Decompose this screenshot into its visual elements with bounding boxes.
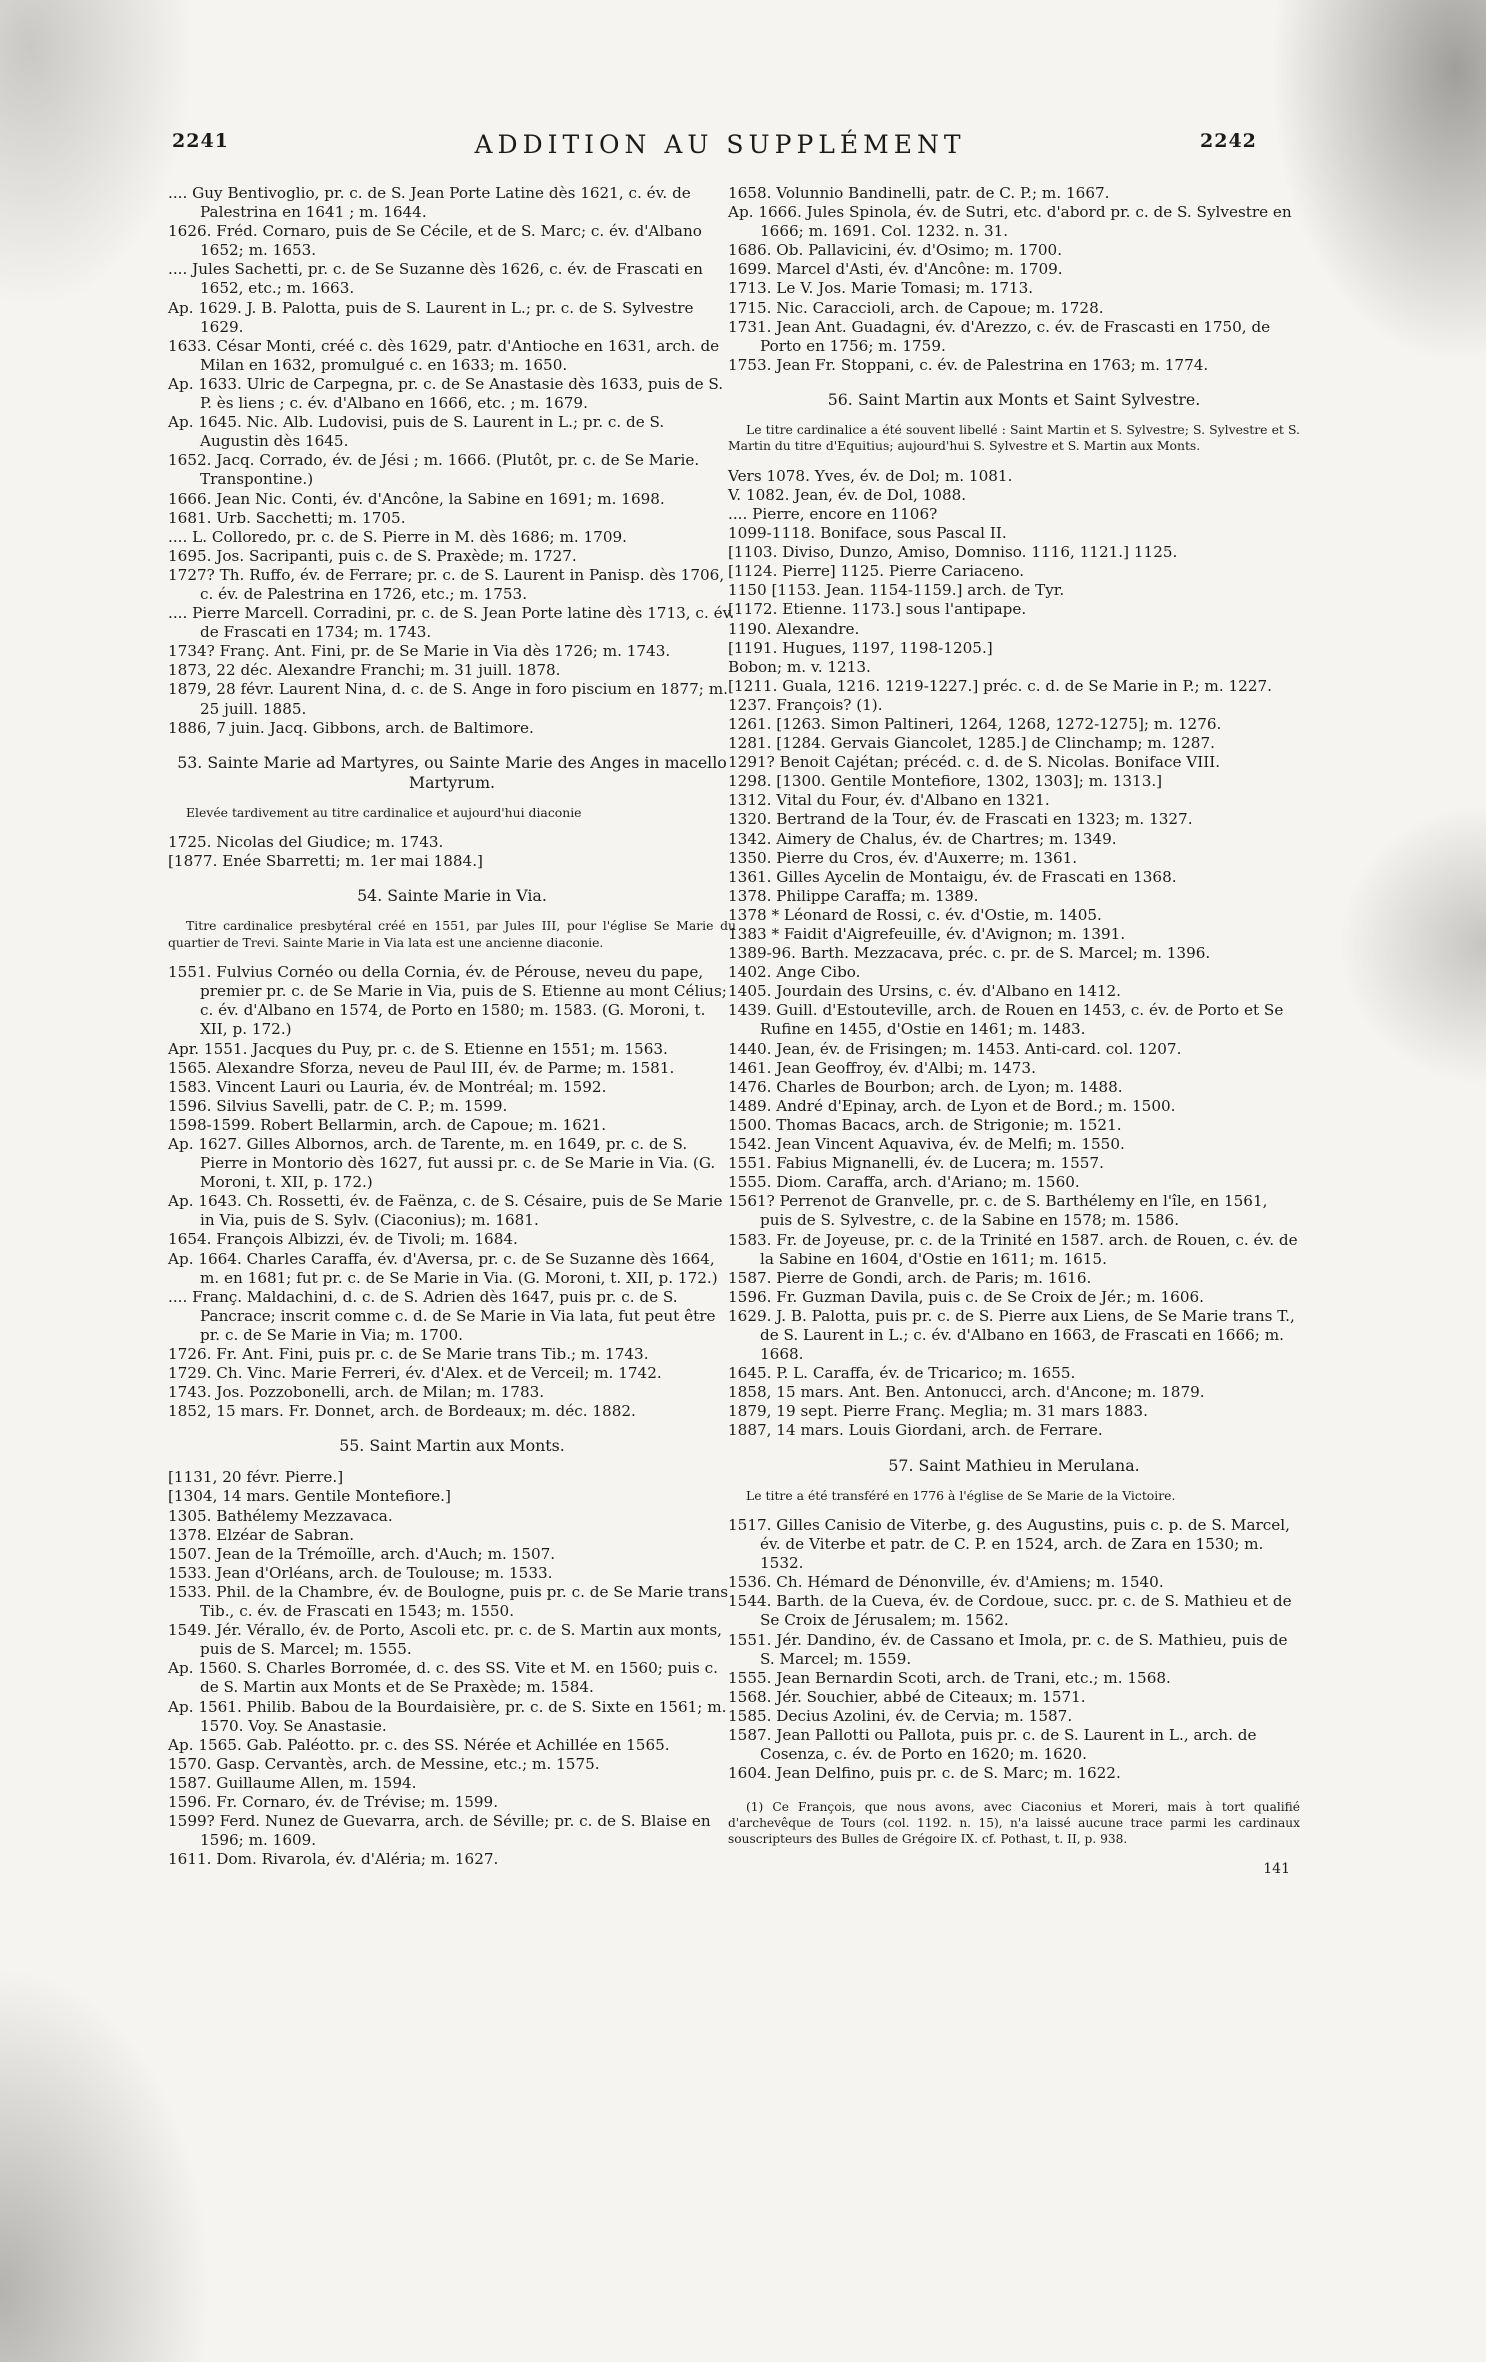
list-entry: .... Guy Bentivoglio, pr. c. de S. Jean Porte Latine dès 1621, c. év. de Palestrina en 1641 ; m. 1644. xyxy=(168,184,691,222)
list-entry: 1342. Aimery de Chalus, év. de Chartres; m. 1349. xyxy=(728,829,1117,848)
list-entry: 1886, 7 juin. Jacq. Gibbons, arch. de Baltimore. xyxy=(168,718,534,737)
list-entry: 1440. Jean, év. de Frisingen; m. 1453. Anti-card. col. 1207. xyxy=(728,1039,1182,1058)
list-entry: 1551. Fulvius Cornéo ou della Cornia, év. de Pérouse, neveu du pape, premier pr. c. de Se Marie in Via, puis de S. Etienne au mont Célius; c. év. d'Albano en 1574, de Porto en 1580; m. 1583. (G. Moroni, t. XII, p. 172.) xyxy=(168,963,727,1039)
list-entry: 1725. Nicolas del Giudice; m. 1743. xyxy=(168,833,444,852)
list-entry: 1489. André d'Epinay, arch. de Lyon et de Bord.; m. 1500. xyxy=(728,1096,1176,1115)
list-entry: [1877. Enée Sbarretti; m. 1er mai 1884.] xyxy=(168,852,483,871)
list-entry: 1555. Jean Bernardin Scoti, arch. de Trani, etc.; m. 1568. xyxy=(728,1668,1171,1687)
signature-mark: 141 xyxy=(1263,1861,1290,1878)
list-entry: 1402. Ange Cibo. xyxy=(728,963,861,982)
list-entry: 1652. Jacq. Corrado, év. de Jési ; m. 1666. (Plutôt, pr. c. de Se Marie. Transpontine.) xyxy=(168,451,700,489)
list-entry: 1378. Elzéar de Sabran. xyxy=(168,1525,355,1544)
list-entry: .... L. Colloredo, pr. c. de S. Pierre in M. dès 1686; m. 1709. xyxy=(168,527,627,546)
list-entry: Ap. 1664. Charles Caraffa, év. d'Aversa, pr. c. de Se Suzanne dès 1664, m. en 1681; fut pr. c. de Se Marie in Via. (G. Moroni, t. XII, p. 172.) xyxy=(168,1249,718,1287)
section-heading: 55. Saint Martin aux Monts. xyxy=(339,1436,565,1456)
list-entry: 1599? Ferd. Nunez de Guevarra, arch. de Séville; pr. c. de S. Blaise en 1596; m. 1609. xyxy=(168,1812,711,1850)
list-entry: 1549. Jér. Vérallo, év. de Porto, Ascoli etc. pr. c. de S. Martin aux monts, puis de S. Marcel; m. 1555. xyxy=(168,1621,722,1659)
list-entry: .... Pierre, encore en 1106? xyxy=(728,504,938,523)
list-entry: 1645. P. L. Caraffa, év. de Tricarico; m. 1655. xyxy=(728,1364,1076,1383)
list-entry: [1211. Guala, 1216. 1219-1227.] préc. c. d. de Se Marie in P.; m. 1227. xyxy=(728,676,1272,695)
list-entry: 1517. Gilles Canisio de Viterbe, g. des Augustins, puis c. p. de S. Marcel, év. de Viterbe et patr. de C. P. en 1524, arch. de Zara en 1530; m. 1532. xyxy=(728,1515,1290,1573)
list-entry: Ap. 1561. Philib. Babou de la Bourdaisière, pr. c. de S. Sixte en 1561; m. 1570. Voy. Se Anastasie. xyxy=(168,1697,727,1735)
list-entry: [1172. Etienne. 1173.] sous l'antipape. xyxy=(728,600,1027,619)
list-entry: 1500. Thomas Bacacs, arch. de Strigonie; m. 1521. xyxy=(728,1115,1122,1134)
list-entry: .... Jules Sachetti, pr. c. de Se Suzanne dès 1626, c. év. de Frascati en 1652, etc.; m. 1663. xyxy=(168,260,703,298)
list-entry: [1124. Pierre] 1125. Pierre Cariaceno. xyxy=(728,562,1025,581)
list-entry: Ap. 1560. S. Charles Borromée, d. c. des SS. Vite et M. en 1560; puis c. de S. Martin aux Monts et de Se Praxède; m. 1584. xyxy=(168,1659,718,1697)
list-entry: 1476. Charles de Bourbon; arch. de Lyon; m. 1488. xyxy=(728,1077,1123,1096)
section-heading: 56. Saint Martin aux Monts et Saint Sylvestre. xyxy=(827,389,1201,409)
list-entry: 1312. Vital du Four, év. d'Albano en 1321. xyxy=(728,791,1050,810)
list-entry: 1298. [1300. Gentile Montefiore, 1302, 1303]; m. 1313.] xyxy=(728,772,1163,791)
list-entry: 1542. Jean Vincent Aquaviva, év. de Melfi; m. 1550. xyxy=(728,1135,1125,1154)
list-entry: Ap. 1666. Jules Spinola, év. de Sutri, etc. d'abord pr. c. de S. Sylvestre en 1666; m. 1691. Col. 1232. n. 31. xyxy=(728,203,1292,241)
list-entry: 1852, 15 mars. Fr. Donnet, arch. de Bordeaux; m. déc. 1882. xyxy=(168,1402,636,1421)
list-entry: 1378. Philippe Caraffa; m. 1389. xyxy=(728,886,979,905)
list-entry: 1695. Jos. Sacripanti, puis c. de S. Praxède; m. 1727. xyxy=(168,546,577,565)
list-entry: 1561? Perrenot de Granvelle, pr. c. de S. Barthélemy en l'île, en 1561, puis de S. Sylvestre, c. de la Sabine en 1578; m. 1586. xyxy=(728,1192,1268,1230)
list-entry: 1713. Le V. Jos. Marie Tomasi; m. 1713. xyxy=(728,279,1034,298)
list-entry: 1551. Jér. Dandino, év. de Cassano et Imola, pr. c. de S. Mathieu, puis de S. Marcel; m. 1559. xyxy=(728,1630,1288,1668)
list-entry: [1191. Hugues, 1197, 1198-1205.] xyxy=(728,638,993,657)
running-head: ADDITION AU SUPPLÉMENT xyxy=(474,130,966,159)
section-note: Le titre cardinalice a été souvent libellé : Saint Martin et S. Sylvestre; S. Sylvestre et S. Martin du titre d'Equitius; aujourd'hui S. Sylvestre et S. Martin aux Monts. xyxy=(728,421,1300,454)
list-entry: 1585. Decius Azolini, év. de Cervia; m. 1587. xyxy=(728,1706,1073,1725)
list-entry: 1383 * Faidit d'Aigrefeuille, év. d'Avignon; m. 1391. xyxy=(728,925,1126,943)
list-entry: 1729. Ch. Vinc. Marie Ferreri, év. d'Alex. et de Verceil; m. 1742. xyxy=(168,1364,662,1383)
list-entry: 1568. Jér. Souchier, abbé de Citeaux; m. 1571. xyxy=(728,1687,1086,1706)
list-entry: V. 1082. Jean, év. de Dol, 1088. xyxy=(728,485,967,504)
list-entry: 1596. Silvius Savelli, patr. de C. P.; m. 1599. xyxy=(168,1096,508,1115)
list-entry: 1587. Jean Pallotti ou Pallota, puis pr. c. de S. Laurent in L., arch. de Cosenza, c. év. de Porto en 1620; m. 1620. xyxy=(728,1725,1257,1764)
list-entry: Ap. 1643. Ch. Rossetti, év. de Faënza, c. de S. Césaire, puis de Se Marie in Via, puis de S. Sylv. (Ciaconius); m. 1681. xyxy=(168,1192,723,1230)
list-entry: 1598-1599. Robert Bellarmin, arch. de Capoue; m. 1621. xyxy=(168,1115,607,1134)
right-column-entries xyxy=(728,184,1300,1783)
list-entry: 1858, 15 mars. Ant. Ben. Antonucci, arch. d'Ancone; m. 1879. xyxy=(728,1383,1205,1402)
list-entry: 1887, 14 mars. Louis Giordani, arch. de Ferrare. xyxy=(728,1421,1103,1440)
list-entry: 1544. Barth. de la Cueva, év. de Cordoue, succ. pr. c. de S. Mathieu et de Se Croix de Jérusalem; m. 1562. xyxy=(728,1592,1292,1630)
list-entry: 1734? Franç. Ant. Fini, pr. de Se Marie in Via dès 1726; m. 1743. xyxy=(168,642,671,661)
list-entry: 1350. Pierre du Cros, év. d'Auxerre; m. 1361. xyxy=(728,848,1078,867)
list-entry: 1626. Fréd. Cornaro, puis de Se Cécile, et de S. Marc; c. év. d'Albano 1652; m. 1653. xyxy=(168,222,702,260)
list-entry: 1461. Jean Geoffroy, év. d'Albi; m. 1473. xyxy=(728,1058,1036,1077)
list-entry: 1596. Fr. Cornaro, év. de Trévise; m. 1599. xyxy=(168,1792,499,1811)
right-column xyxy=(728,184,1300,1877)
list-entry: [1304, 14 mars. Gentile Montefiore.] xyxy=(168,1487,451,1506)
list-entry: 1604. Jean Delfino, puis pr. c. de S. Marc; m. 1622. xyxy=(728,1764,1121,1783)
list-entry: 1743. Jos. Pozzobonelli, arch. de Milan; m. 1783. xyxy=(168,1383,545,1402)
list-entry: 1726. Fr. Ant. Fini, puis pr. c. de Se Marie trans Tib.; m. 1743. xyxy=(168,1345,649,1363)
section-heading: 57. Saint Mathieu in Merulana. xyxy=(888,1455,1140,1475)
list-entry: Ap. 1629. J. B. Palotta, puis de S. Laurent in L.; pr. c. de S. Sylvestre 1629. xyxy=(168,298,694,336)
list-entry: 1879, 28 févr. Laurent Nina, d. c. de S. Ange in foro piscium en 1877; m. 25 juill. 1885. xyxy=(168,680,728,718)
list-entry: 1150 [1153. Jean. 1154-1159.] arch. de Tyr. xyxy=(728,581,1065,600)
list-entry: 1565. Alexandre Sforza, neveu de Paul III, év. de Parme; m. 1581. xyxy=(168,1058,675,1077)
list-entry: 1587. Pierre de Gondi, arch. de Paris; m. 1616. xyxy=(728,1268,1092,1287)
list-entry: 1533. Jean d'Orléans, arch. de Toulouse; m. 1533. xyxy=(168,1563,553,1582)
list-entry: 1361. Gilles Aycelin de Montaigu, év. de Frascati en 1368. xyxy=(728,867,1177,886)
list-entry: Ap. 1627. Gilles Albornos, arch. de Tarente, m. en 1649, pr. c. de S. Pierre in Montorio dès 1627, fut aussi pr. c. de Se Marie in Via. (G. Moroni, t. XII, p. 172.) xyxy=(168,1134,716,1192)
list-entry: Ap. 1645. Nic. Alb. Ludovisi, puis de S. Laurent in L.; pr. c. de S. Augustin dès 1645. xyxy=(168,413,665,451)
list-entry: .... Pierre Marcell. Corradini, pr. c. de S. Jean Porte latine dès 1713, c. év. de Frascati en 1734; m. 1743. xyxy=(168,604,735,642)
list-entry: 1596. Fr. Guzman Davila, puis c. de Se Croix de Jér.; m. 1606. xyxy=(728,1287,1204,1306)
list-entry: 1611. Dom. Rivarola, év. d'Aléria; m. 1627. xyxy=(168,1850,499,1869)
left-column xyxy=(168,184,736,1869)
page-number-right: 2242 xyxy=(1200,130,1257,152)
list-entry: 1715. Nic. Caraccioli, arch. de Capoue; m. 1728. xyxy=(728,298,1104,317)
list-entry: 1439. Guill. d'Estouteville, arch. de Rouen en 1453, c. év. de Porto et Se Rufine en 1455, d'Ostie en 1461; m. 1483. xyxy=(728,1001,1284,1039)
list-entry: 1533. Phil. de la Chambre, év. de Boulogne, puis pr. c. de Se Marie trans Tib., c. év. de Frascati en 1543; m. 1550. xyxy=(168,1582,729,1621)
list-entry: 1551. Fabius Mignanelli, év. de Lucera; m. 1557. xyxy=(728,1154,1104,1173)
list-entry: 1237. François? (1). xyxy=(728,695,883,714)
list-entry: Ap. 1565. Gab. Paléotto. pr. c. des SS. Nérée et Achillée en 1565. xyxy=(168,1735,670,1754)
list-entry: 1654. François Albizzi, év. de Tivoli; m. 1684. xyxy=(168,1230,518,1249)
list-entry: 1389-96. Barth. Mezzacava, préc. c. pr. de S. Marcel; m. 1396. xyxy=(728,944,1211,963)
list-entry: 1686. Ob. Pallavicini, év. d'Osimo; m. 1700. xyxy=(728,241,1063,260)
list-entry: Vers 1078. Yves, év. de Dol; m. 1081. xyxy=(728,466,1013,485)
list-entry: 1753. Jean Fr. Stoppani, c. év. de Palestrina en 1763; m. 1774. xyxy=(728,355,1209,374)
list-entry: 1261. [1263. Simon Paltineri, 1264, 1268, 1272-1275]; m. 1276. xyxy=(728,714,1222,733)
list-entry: Bobon; m. v. 1213. xyxy=(728,657,871,676)
list-entry: 1583. Vincent Lauri ou Lauria, év. de Montréal; m. 1592. xyxy=(168,1077,607,1096)
list-entry: 1570. Gasp. Cervantès, arch. de Messine, etc.; m. 1575. xyxy=(168,1754,600,1773)
list-entry: 1666. Jean Nic. Conti, év. d'Ancône, la Sabine en 1691; m. 1698. xyxy=(168,489,665,508)
footnote: (1) Ce François, que nous avons, avec Ciaconius et Moreri, mais à tort qualifié d'archevêque de Tours (col. 1192. n. 15), n'a laissé aucune trace parmi les cardinaux souscripteurs des Bulles de Grégoire IX. cf. Pothast, t. II, p. 938. xyxy=(728,1800,1300,1847)
list-entry: 1405. Jourdain des Ursins, c. év. d'Albano en 1412. xyxy=(728,982,1122,1001)
list-entry: 1190. Alexandre. xyxy=(728,619,860,638)
section-note: Titre cardinalice presbytéral créé en 1551, par Jules III, pour l'église Se Marie du quartier de Trevi. Sainte Marie in Via lata est une ancienne diaconie. xyxy=(168,918,736,950)
list-entry: 1727? Th. Ruffo, év. de Ferrare; pr. c. de S. Laurent in Panisp. dès 1706, c. év. de Palestrina en 1726, etc.; m. 1753. xyxy=(168,565,725,603)
list-entry: [1103. Diviso, Dunzo, Amiso, Domniso. 1116, 1121.] 1125. xyxy=(728,543,1178,562)
list-entry: 1658. Volunnio Bandinelli, patr. de C. P.; m. 1667. xyxy=(728,184,1110,202)
list-entry: 1281. [1284. Gervais Giancolet, 1285.] de Clinchamp; m. 1287. xyxy=(728,734,1215,753)
list-entry: 1378 * Léonard de Rossi, c. év. d'Ostie, m. 1405. xyxy=(728,905,1102,924)
list-entry: 1681. Urb. Sacchetti; m. 1705. xyxy=(168,508,406,527)
list-entry: 1507. Jean de la Trémoïlle, arch. d'Auch; m. 1507. xyxy=(168,1544,556,1563)
list-entry: 1633. César Monti, créé c. dès 1629, patr. d'Antioche en 1631, arch. de Milan en 1632, promulgué c. en 1633; m. 1650. xyxy=(168,336,720,374)
list-entry: 1291? Benoit Cajétan; précéd. c. d. de S. Nicolas. Boniface VIII. xyxy=(728,753,1221,772)
list-entry: 1320. Bertrand de la Tour, év. de Frascati en 1323; m. 1327. xyxy=(728,810,1193,829)
list-entry: 1879, 19 sept. Pierre Franç. Meglia; m. 31 mars 1883. xyxy=(728,1402,1148,1421)
list-entry: Apr. 1551. Jacques du Puy, pr. c. de S. Etienne en 1551; m. 1563. xyxy=(168,1039,668,1058)
list-entry: 1587. Guillaume Allen, m. 1594. xyxy=(168,1773,417,1792)
section-note: Elevée tardivement au titre cardinalice et aujourd'hui diaconie xyxy=(186,804,582,820)
list-entry: 1699. Marcel d'Asti, év. d'Ancône: m. 1709. xyxy=(728,260,1063,279)
list-entry: 1305. Bathélemy Mezzavaca. xyxy=(168,1506,393,1525)
section-heading: 54. Sainte Marie in Via. xyxy=(357,886,547,906)
list-entry: 1099-1118. Boniface, sous Pascal II. xyxy=(728,524,1007,543)
list-entry: [1131, 20 févr. Pierre.] xyxy=(168,1468,344,1487)
section-note: Le titre a été transféré en 1776 à l'église de Se Marie de la Victoire. xyxy=(746,1487,1176,1503)
list-entry: .... Franç. Maldachini, d. c. de S. Adrien dès 1647, puis pr. c. de S. Pancrace; inscrit comme c. d. de Se Marie in Via lata, fut peut être pr. c. de Se Marie in Via; m. 1700. xyxy=(168,1287,716,1344)
list-entry: 1555. Diom. Caraffa, arch. d'Ariano; m. 1560. xyxy=(728,1173,1080,1192)
page-number-left: 2241 xyxy=(172,130,229,152)
list-entry: 1873, 22 déc. Alexandre Franchi; m. 31 juill. 1878. xyxy=(168,661,561,680)
list-entry: 1731. Jean Ant. Guadagni, év. d'Arezzo, c. év. de Frascasti en 1750, de Porto en 1756; m. 1759. xyxy=(728,317,1271,355)
list-entry: 1583. Fr. de Joyeuse, pr. c. de la Trinité en 1587. arch. de Rouen, c. év. de la Sabine en 1604, d'Ostie en 1611; m. 1615. xyxy=(728,1230,1298,1268)
list-entry: 1629. J. B. Palotta, puis pr. c. de S. Pierre aux Liens, de Se Marie trans T., de S. Laurent in L.; c. év. d'Albano en 1663, de Frascati en 1666; m. 1668. xyxy=(728,1306,1295,1364)
section-heading: 53. Sainte Marie ad Martyres, ou Sainte Marie des Anges in macello Martyrum. xyxy=(177,752,727,792)
list-entry: Ap. 1633. Ulric de Carpegna, pr. c. de Se Anastasie dès 1633, puis de S. P. ès liens ; c. év. d'Albano en 1666, etc. ; m. 1679. xyxy=(168,374,724,413)
list-entry: 1536. Ch. Hémard de Dénonville, év. d'Amiens; m. 1540. xyxy=(728,1573,1164,1592)
